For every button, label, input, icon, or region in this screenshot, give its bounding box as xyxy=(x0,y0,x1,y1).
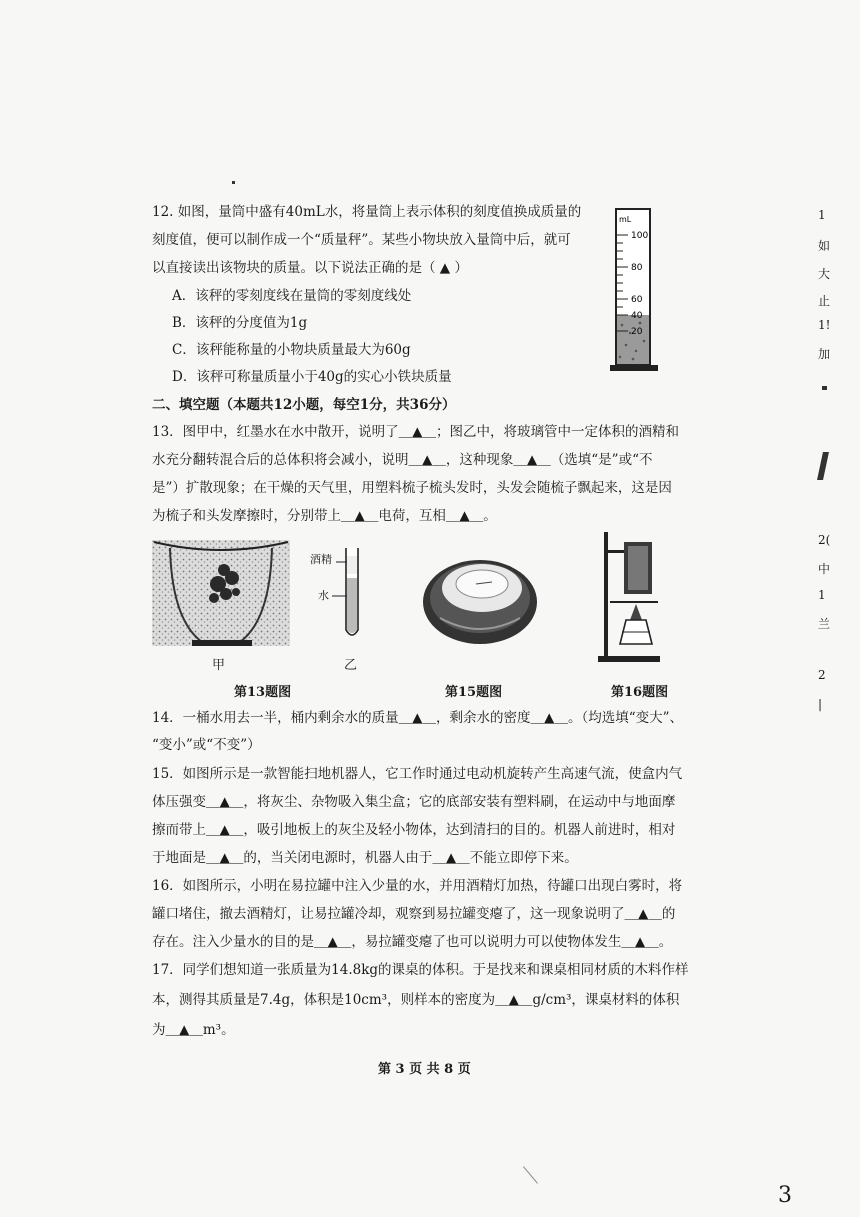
q16-line-1: 16．如图所示，小明在易拉罐中注入少量的水，并用酒精灯加热，待罐口出现白雾时，将 xyxy=(152,878,683,894)
q12-option-a: A．该秤的零刻度线在量筒的零刻度线处 xyxy=(172,288,412,304)
tube-label-water: 水 xyxy=(318,589,329,602)
edge-fragment: 2( xyxy=(818,533,831,547)
q13-line-4: 为梳子和头发摩擦时，分别带上＿▲＿电荷，互相＿▲＿。 xyxy=(152,508,497,524)
q15-line-2: 体压强变＿▲＿，将灰尘、杂物吸入集尘盒；它的底部安装有塑料刷，在运动中与地面摩 xyxy=(152,794,676,810)
q17-line-1: 17．同学们想知道一张质量为14.8kg的课桌的体积。于是找来和课桌相同材质的木料作样 xyxy=(152,962,689,978)
cylinder-tick-80: 80 xyxy=(631,263,643,273)
q12-option-c: C．该秤能称量的小物块质量最大为60g xyxy=(172,342,411,358)
q14-line-2: “变小”或“不变”） xyxy=(152,737,261,753)
q16-line-3: 存在。注入少量水的目的是＿▲＿，易拉罐变瘪了也可以说明力可以使物体发生＿▲＿。 xyxy=(152,934,673,950)
measuring-cylinder-figure xyxy=(606,205,662,377)
figure-13-yi-label: 乙 xyxy=(344,658,358,673)
q13-line-2: 水充分翻转混合后的总体积将会减小，说明＿▲＿，这种现象＿▲＿（选填“是”或“不 xyxy=(152,452,653,468)
edge-fragment: 大 xyxy=(818,267,831,281)
edge-fragment: 1 xyxy=(818,588,826,602)
tube-label-alcohol: 酒精 xyxy=(310,553,332,566)
q13-line-3: 是”）扩散现象；在干燥的天气里，用塑料梳子梳头发时，头发会随梳子飘起来，这是因 xyxy=(152,480,672,496)
edge-fragment: 止 xyxy=(818,294,831,308)
caption-figure-13: 第13题图 xyxy=(234,685,292,700)
edge-fragment: | xyxy=(818,697,823,711)
cylinder-tick-60: 60 xyxy=(631,295,643,305)
q17-line-2: 本，测得其质量是7.4g，体积是10cm³，则样本的密度为＿▲＿g/cm³，课桌材料的体积 xyxy=(152,992,680,1008)
section-2-title: 二、填空题（本题共12小题，每空1分，共36分） xyxy=(152,397,456,413)
scan-mark xyxy=(232,181,235,184)
q14-line-1: 14．一桶水用去一半，桶内剩余水的质量＿▲＿，剩余水的密度＿▲＿。（均选填“变大”、 xyxy=(152,710,683,726)
edge-fragment: 中 xyxy=(818,562,831,576)
q12-line-1: 12. 如图，量筒中盛有40mL水，将量筒上表示体积的刻度值换成质量的 xyxy=(152,204,582,220)
page-footer: 第 3 页 共 8 页 xyxy=(378,1062,471,1077)
q15-line-4: 于地面是＿▲＿的，当关闭电源时，机器人由于＿▲＿不能立即停下来。 xyxy=(152,850,578,866)
q17-line-3: 为＿▲＿m³。 xyxy=(152,1022,235,1038)
figure-15-robot-vacuum xyxy=(420,548,540,648)
edge-fragment: 1 xyxy=(818,208,826,222)
q12-line-2: 刻度值，便可以制作成一个“质量秤”。某些小物块放入量筒中后，就可 xyxy=(152,232,571,248)
cylinder-tick-40: 40 xyxy=(631,311,643,321)
caption-figure-16: 第16题图 xyxy=(611,685,669,700)
scan-mark xyxy=(817,452,829,480)
cylinder-tick-20: 20 xyxy=(631,327,643,337)
q13-line-1: 13．图甲中，红墨水在水中散开，说明了＿▲＿；图乙中，将玻璃管中一定体积的酒精和 xyxy=(152,424,680,440)
page-number: 3 xyxy=(778,1183,792,1208)
edge-fragment: 兰 xyxy=(818,617,831,631)
cylinder-tick-100: 100 xyxy=(631,231,649,241)
q12-line-3: 以直接读出该物块的质量。以下说法正确的是（ ▲ ） xyxy=(152,260,468,276)
edge-fragment: 如 xyxy=(818,239,831,253)
figure-13-jia-beaker xyxy=(152,540,290,646)
scan-mark xyxy=(822,386,827,390)
figure-16-can-heating xyxy=(596,528,666,666)
q12-option-d: D．该秤可称量质量小于40g的实心小铁块质量 xyxy=(172,369,452,385)
caption-figure-15: 第15题图 xyxy=(445,685,503,700)
q15-line-3: 擦而带上＿▲＿，吸引地板上的灰尘及轻小物体，达到清扫的目的。机器人前进时，相对 xyxy=(152,822,676,838)
cylinder-unit-label: mL xyxy=(619,215,632,224)
edge-fragment: 2 xyxy=(818,668,826,682)
edge-fragment: 1! xyxy=(818,318,831,332)
q12-option-b: B．该秤的分度值为1g xyxy=(172,315,308,331)
edge-fragment: 加 xyxy=(818,347,831,361)
figure-13-jia-label: 甲 xyxy=(212,658,226,673)
q16-line-2: 罐口堵住，撤去酒精灯，让易拉罐冷却，观察到易拉罐变瘪了，这一现象说明了＿▲＿的 xyxy=(152,906,676,922)
scan-mark xyxy=(523,1166,538,1183)
q15-line-1: 15．如图所示是一款智能扫地机器人，它工作时通过电动机旋转产生高速气流，使盒内气 xyxy=(152,766,683,782)
